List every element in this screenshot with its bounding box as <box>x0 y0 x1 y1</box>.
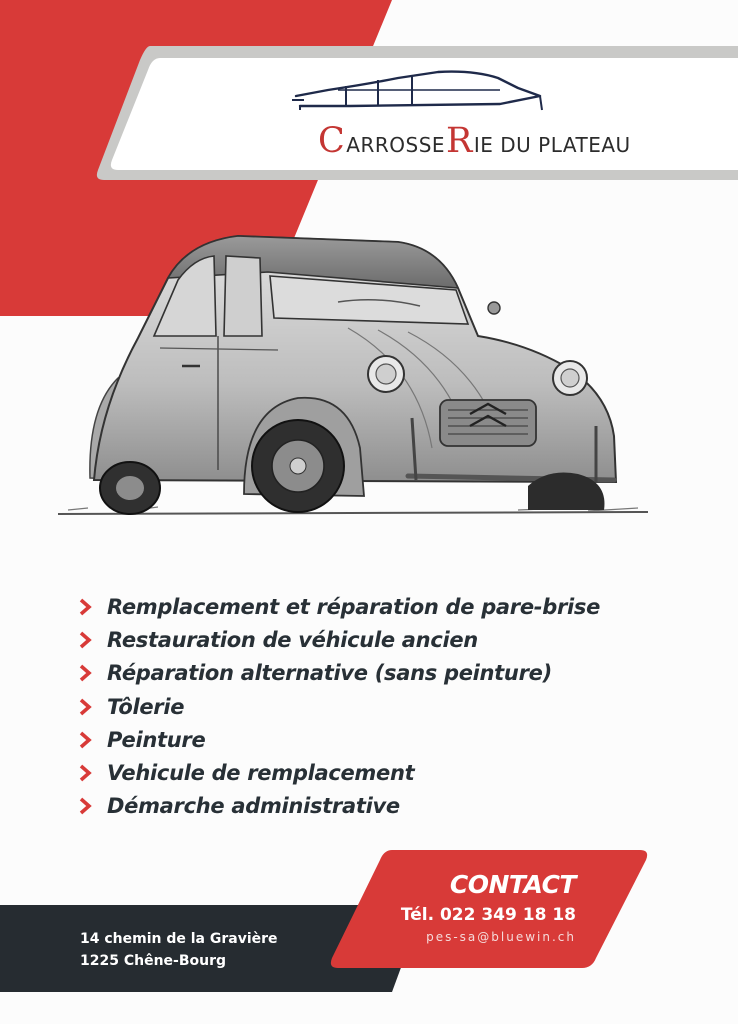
list-item <box>78 590 678 623</box>
chevron-right-icon <box>78 697 93 717</box>
service-label: Restauration de véhicule ancien <box>107 627 478 652</box>
brand-name <box>318 121 632 161</box>
service-label: Démarche administrative <box>107 794 400 819</box>
brand-initial-c: C <box>318 121 346 161</box>
chevron-right-icon <box>78 796 93 816</box>
service-label: Réparation alternative (sans peinture) <box>107 661 552 686</box>
brand-part-ie-du-plateau: IE DU PLATEAU <box>473 133 631 157</box>
list-item <box>78 657 678 690</box>
list-item <box>78 790 678 823</box>
chevron-right-icon <box>78 663 93 683</box>
list-item <box>78 690 678 723</box>
list-item <box>78 623 678 656</box>
service-label: Vehicule de remplacement <box>107 761 415 786</box>
services-list <box>78 590 678 823</box>
contact-email[interactable]: pes-sa@bluewin.ch <box>426 930 576 944</box>
service-label: Peinture <box>107 727 206 752</box>
contact-phone[interactable]: Tél. 022 349 18 18 <box>400 905 576 925</box>
chevron-right-icon <box>78 630 93 650</box>
chevron-right-icon <box>78 763 93 783</box>
service-label: Remplacement et réparation de pare-brise <box>107 594 601 619</box>
chevron-right-icon <box>78 730 93 750</box>
company-logo <box>288 66 631 166</box>
address-street: 14 chemin de la Gravière <box>80 931 278 947</box>
chevron-right-icon <box>78 597 93 617</box>
list-item <box>78 723 678 756</box>
contact-title: CONTACT <box>449 870 576 899</box>
vintage-car-sketch-icon <box>48 218 668 528</box>
brand-part-arrosse: ARROSSE <box>346 133 446 157</box>
list-item <box>78 756 678 789</box>
address-city: 1225 Chêne-Bourg <box>80 953 227 969</box>
contact-block <box>386 870 576 946</box>
address-block <box>80 928 278 972</box>
brand-initial-r: R <box>446 121 473 161</box>
service-label: Tôlerie <box>107 694 185 719</box>
